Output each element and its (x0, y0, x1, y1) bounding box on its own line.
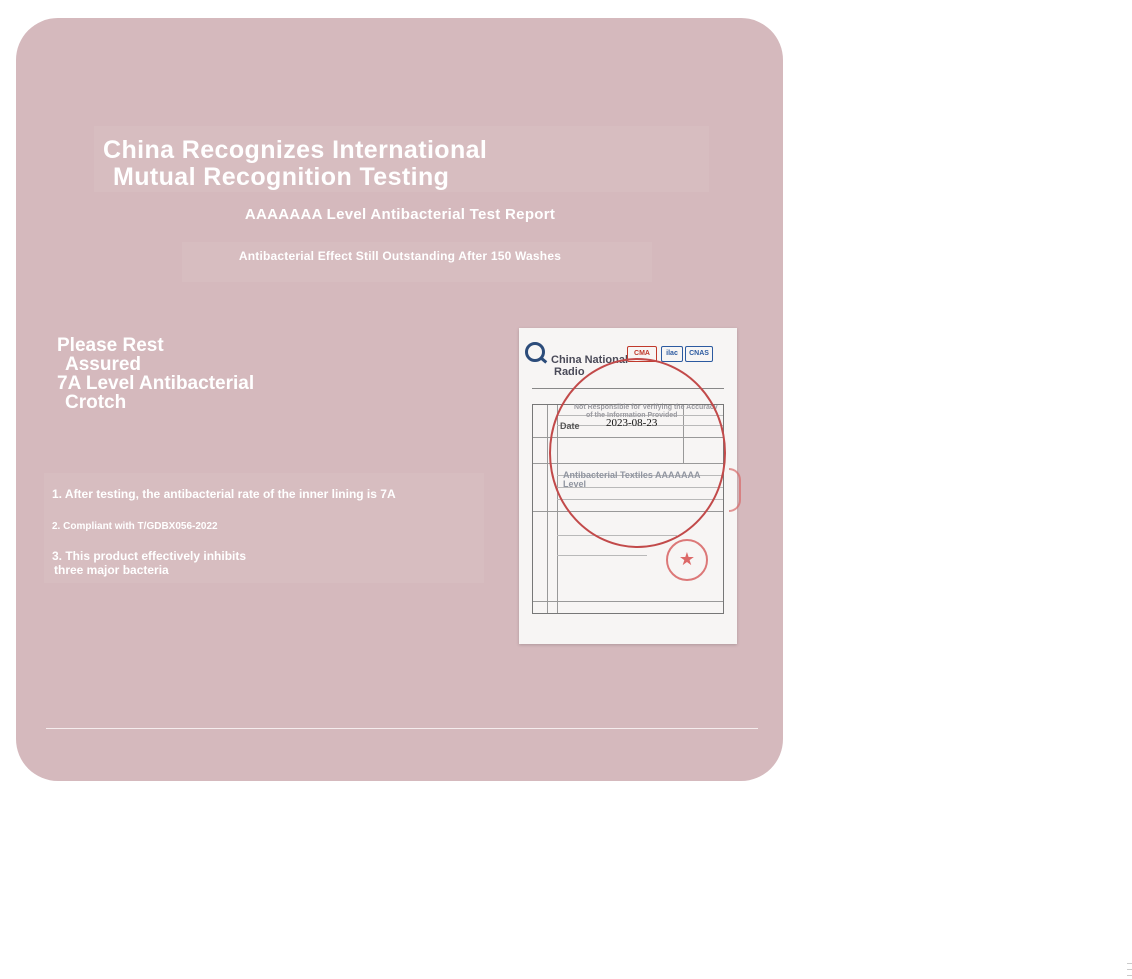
official-seal-icon (666, 539, 708, 581)
report-date-label: Date (560, 421, 580, 431)
point-2: 2. Compliant with T/GDBX056-2022 (52, 521, 218, 532)
point-3 (52, 549, 246, 577)
bottom-divider (46, 728, 758, 729)
headline (103, 137, 487, 191)
table-faint-line (557, 555, 647, 556)
notice-line-1: Not Responsible for Verifying the Accuracy (574, 404, 718, 411)
side-heading (57, 336, 254, 412)
point-1: 1. After testing, the antibacterial rate of the inner lining is 7A (52, 487, 396, 501)
highlight-circle (549, 358, 726, 548)
cnas-badge-icon: CNAS (685, 346, 713, 362)
point-3-line-2: three major bacteria (54, 563, 169, 577)
side-heading-line-1: Please Rest (57, 335, 164, 356)
cma-badge-icon: CMA (627, 346, 657, 362)
magnifier-logo-icon (525, 342, 545, 362)
notice-line-2: of the Information Provided (586, 412, 678, 419)
side-heading-line-3: 7A Level Antibacterial (57, 373, 255, 394)
ilac-badge-icon: ilac (661, 346, 683, 362)
org-line-1: China National (551, 354, 629, 366)
headline-line-1: China Recognizes International (103, 136, 488, 164)
side-heading-line-4: Crotch (65, 392, 127, 413)
subtitle-washes: Antibacterial Effect Still Outstanding After 150 Washes (238, 249, 562, 263)
textiles-line-2: Level (563, 479, 587, 489)
star-icon: ★ (678, 549, 696, 569)
textiles-line-1: Antibacterial Textiles AAAAAAA (563, 470, 701, 480)
page-number: — — — (1127, 961, 1132, 979)
org-line-2: Radio (554, 366, 585, 378)
table-col-line (547, 405, 548, 613)
point-3-line-1: 3. This product effectively inhibits (52, 549, 247, 563)
side-heading-line-2: Assured (65, 354, 142, 375)
subtitle-test-report: AAAAAAA Level Antibacterial Test Report (244, 206, 556, 223)
report-date-value: 2023-08-23 (606, 417, 658, 429)
table-row-line (533, 601, 723, 602)
partial-seal-icon (729, 468, 741, 512)
headline-line-2: Mutual Recognition Testing (113, 163, 450, 191)
